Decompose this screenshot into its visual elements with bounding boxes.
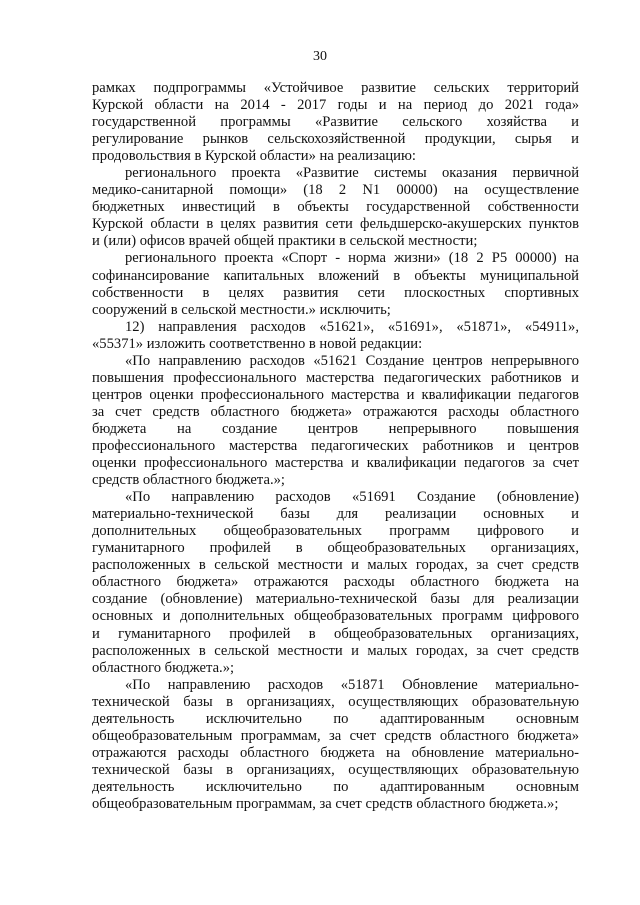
text-line: дополнительных общеобразовательных программ цифрового и <box>92 523 579 540</box>
text-line: центров оценки профессионального мастерства и квалификации педагогов <box>92 386 579 403</box>
paragraph <box>92 319 579 353</box>
page-number: 30 <box>313 49 327 64</box>
text-line: профессионального мастерства педагогических работников и центров <box>92 437 579 454</box>
text-line: софинансирование капитальных вложений в объекты муниципальной <box>92 267 579 284</box>
text-line: рамках подпрограммы «Устойчивое развитие сельских территорий <box>92 80 579 96</box>
paragraph <box>92 165 579 250</box>
text-line: гуманитарного профилей в общеобразовательных организациях, <box>92 540 579 557</box>
text-line: основных и дополнительных общеобразовательных программ цифрового <box>92 608 579 625</box>
text-line: технической базы в организациях, осуществляющих образовательную <box>92 693 579 710</box>
text-line: областного бюджета.»; <box>92 659 235 676</box>
text-line: 12) направления расходов «51621», «51691», «51871», «54911», <box>125 318 579 335</box>
text-line: общеобразовательным программам, за счет средств областного бюджета» <box>92 727 579 744</box>
text-line: повышения профессионального мастерства педагогических работников и <box>92 369 579 386</box>
text-line: «По направлению расходов «51871 Обновление материально- <box>125 676 579 693</box>
text-line: оценки профессионального мастерства и квалификации педагогов за счет <box>92 455 579 472</box>
text-line: средств областного бюджета.»; <box>92 472 285 489</box>
text-line: и (или) офисов врачей общей практики в сельской местности; <box>92 233 478 250</box>
text-line: общеобразовательным программам, за счет средств областного бюджета.»; <box>92 795 559 812</box>
text-line: областного бюджета» отражаются расходы областного бюджета на <box>92 574 579 591</box>
text-line: отражаются расходы областного бюджета на обновление материально- <box>92 744 579 761</box>
text-line: медико-санитарной помощи» (18 2 N1 00000) на осуществление <box>92 182 579 199</box>
text-line: деятельность исключительно по адаптированным основным <box>92 710 579 727</box>
text-line: расположенных в сельской местности и малых городах, за счет средств <box>92 557 579 574</box>
text-line: «По направлению расходов «51621 Создание центров непрерывного <box>125 352 579 369</box>
text-line: деятельность исключительно по адаптированным основным <box>92 778 579 795</box>
text-line: регионального проекта «Развитие системы оказания первичной <box>125 165 579 182</box>
text-line: «По направлению расходов «51691 Создание (обновление) <box>125 489 579 506</box>
text-line: регулирование рынков сельскохозяйственной продукции, сырья и <box>92 131 579 148</box>
text-line: создание (обновление) материально-технической базы для реализации <box>92 591 579 608</box>
text-line: материально-технической базы для реализации основных и <box>92 506 579 523</box>
text-line: собственности в целях развития сети плоскостных спортивных <box>92 284 579 301</box>
text-line: Курской области в целях развития сети фельдшерско-акушерских пунктов <box>92 216 579 233</box>
paragraph <box>92 353 579 489</box>
paragraph <box>92 80 579 165</box>
text-line: расположенных в сельской местности и малых городах, за счет средств <box>92 642 579 659</box>
text-line: регионального проекта «Спорт - норма жизни» (18 2 P5 00000) на <box>125 250 579 267</box>
text-line: и гуманитарного профилей в общеобразовательных организациях, <box>92 625 579 642</box>
document-body <box>92 80 579 813</box>
text-line: за счет средств областного бюджета» отражаются расходы областного <box>92 403 579 420</box>
text-line: государственной программы «Развитие сельского хозяйства и <box>92 114 579 131</box>
text-line: бюджетных инвестиций в объекты государственной собственности <box>92 199 579 216</box>
text-line: технической базы в организациях, осуществляющих образовательную <box>92 761 579 778</box>
paragraph <box>92 250 579 318</box>
text-line: бюджета на создание центров непрерывного повышения <box>92 420 579 437</box>
paragraph <box>92 677 579 813</box>
text-line: Курской области на 2014 - 2017 годы и на период до 2021 года» <box>92 97 579 114</box>
paragraph <box>92 489 579 677</box>
text-line: продовольствия в Курской области» на реализацию: <box>92 148 416 165</box>
text-line: «55371» изложить соответственно в новой редакции: <box>92 335 423 352</box>
text-line: сооружений в сельской местности.» исключить; <box>92 301 391 318</box>
